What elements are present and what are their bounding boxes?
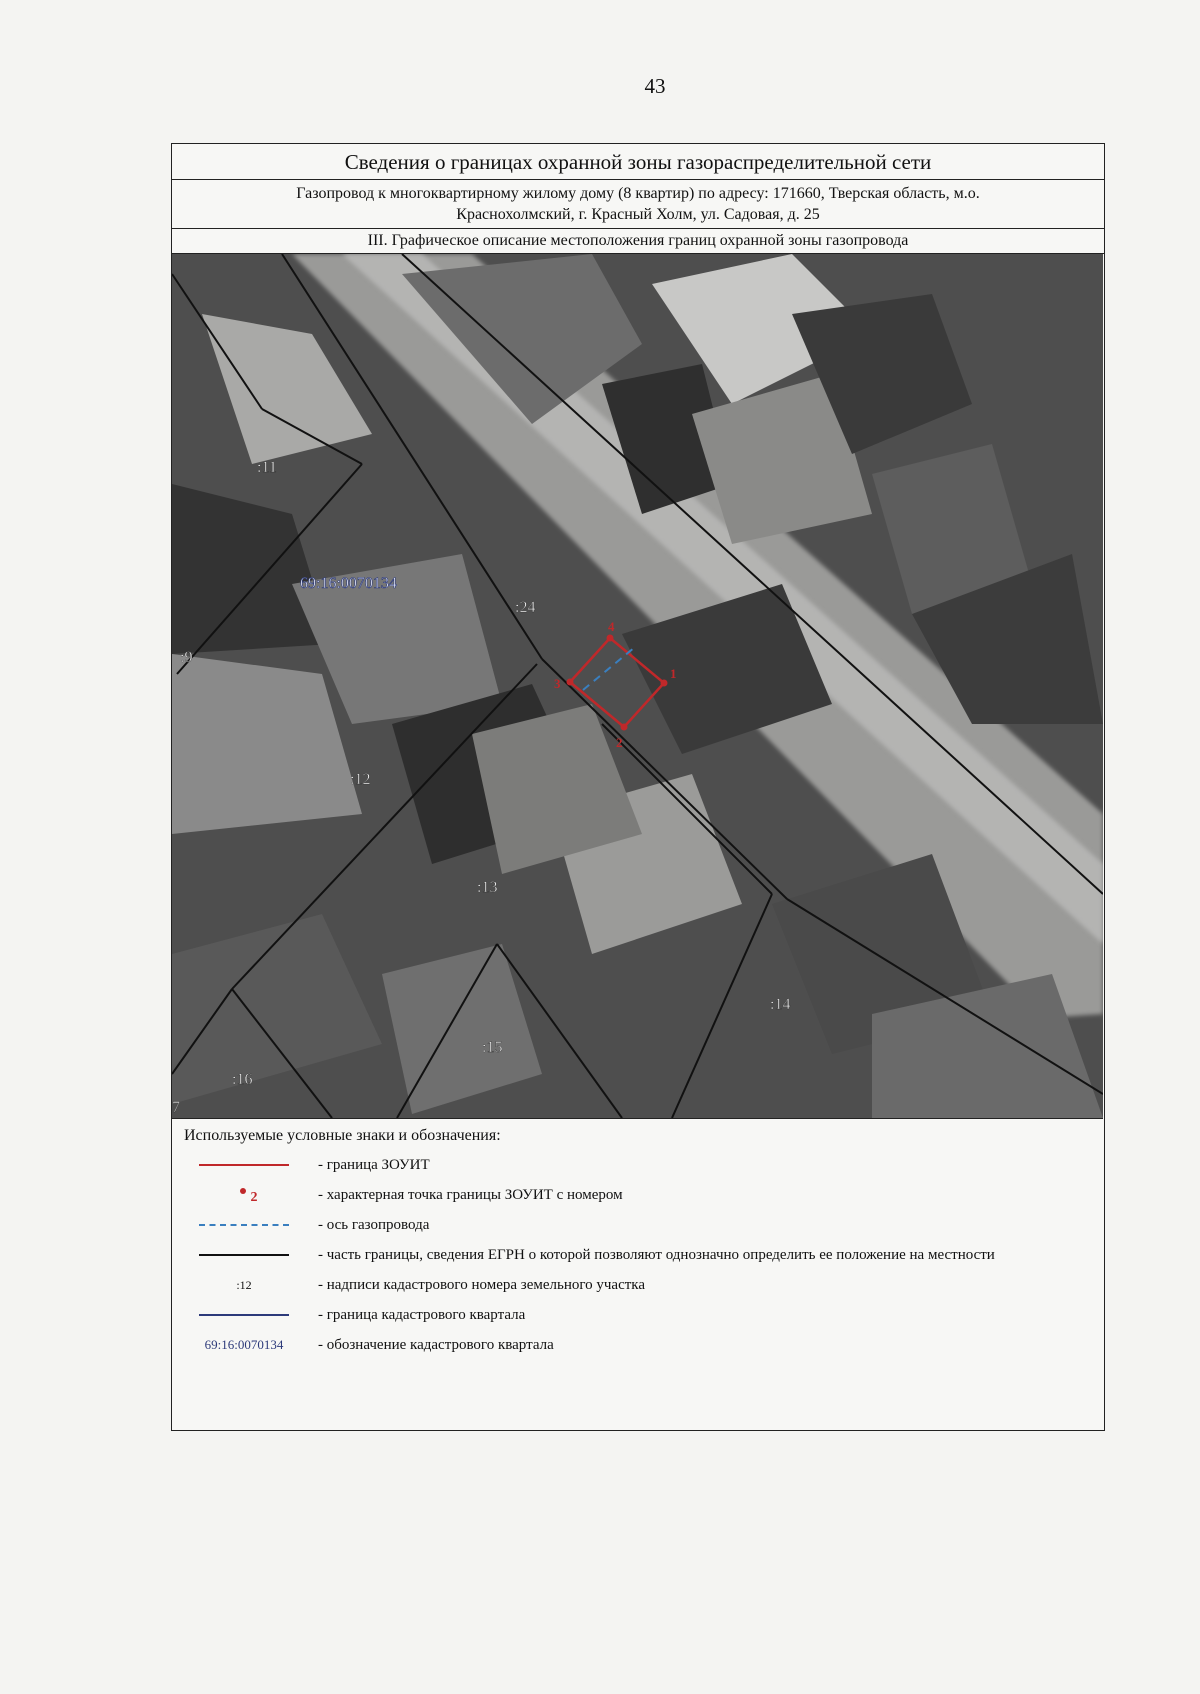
legend-heading: Используемые условные знаки и обозначения: bbox=[184, 1127, 501, 1144]
legend-text: - надписи кадастрового номера земельного участка bbox=[318, 1277, 646, 1293]
sheet-title: Сведения о границах охранной зоны газораспределительной сети bbox=[172, 144, 1104, 180]
object-line-2: Краснохолмский, г. Красный Холм, ул. Садовая, д. 25 bbox=[456, 206, 820, 223]
legend-text: - характерная точка границы ЗОУИТ с номером bbox=[318, 1187, 623, 1203]
parcel-label-15: :15 bbox=[482, 1039, 503, 1056]
red-line-icon bbox=[184, 1153, 304, 1177]
parcel-label-11: :11 bbox=[257, 459, 277, 476]
legend-item-parcel-label bbox=[184, 1273, 1094, 1297]
parcel-label-14: :14 bbox=[770, 996, 791, 1013]
legend bbox=[172, 1119, 1104, 1357]
quarter-label: 69:16:0070134 bbox=[300, 575, 397, 592]
legend-text: - ось газопровода bbox=[318, 1217, 430, 1233]
black-line-icon bbox=[184, 1243, 304, 1267]
point-label-4: 4 bbox=[608, 619, 615, 634]
zone-point-1 bbox=[661, 680, 668, 687]
legend-text: - часть границы, сведения ЕГРН о которой позволяют однозначно определить ее положение на местности bbox=[318, 1247, 995, 1263]
point-label-3: 3 bbox=[554, 676, 561, 691]
parcel-label-13: :13 bbox=[477, 879, 498, 896]
legend-item-gas-axis bbox=[184, 1213, 1094, 1237]
legend-item-zone-point bbox=[184, 1183, 1094, 1207]
legend-item-quarter-boundary bbox=[184, 1303, 1094, 1327]
zone-point-3 bbox=[567, 679, 574, 686]
parcel-label-7: 7 bbox=[172, 1099, 180, 1116]
parcel-label-16: :16 bbox=[232, 1071, 253, 1088]
parcel-label-9: :9 bbox=[180, 649, 193, 666]
legend-text: - обозначение кадастрового квартала bbox=[318, 1337, 554, 1353]
legend-parcel-label-sample: :12 bbox=[236, 1277, 252, 1292]
legend-quarter-label-sample: 69:16:0070134 bbox=[204, 1337, 284, 1352]
parcel-label-24: :24 bbox=[515, 599, 536, 616]
navy-line-icon bbox=[184, 1303, 304, 1327]
object-description bbox=[172, 180, 1104, 229]
legend-item-quarter-label bbox=[184, 1333, 1094, 1357]
legend-text: - граница кадастрового квартала bbox=[318, 1307, 526, 1323]
page-number: 43 bbox=[644, 74, 666, 98]
legend-text: - граница ЗОУИТ bbox=[318, 1157, 430, 1173]
point-label-1: 1 bbox=[670, 666, 677, 681]
object-line-1: Газопровод к многоквартирному жилому дому (8 квартир) по адресу: 171660, Тверская область, м.о. bbox=[296, 185, 980, 202]
boundary-sheet bbox=[171, 143, 1105, 1431]
aerial-map bbox=[172, 254, 1103, 1119]
section-title: III. Графическое описание местоположения границ охранной зоны газопровода bbox=[172, 229, 1104, 254]
zone-point-2 bbox=[621, 724, 628, 731]
legend-item-parcel-boundary bbox=[184, 1243, 1094, 1267]
point-label-2: 2 bbox=[616, 735, 623, 750]
blue-dashed-line-icon bbox=[184, 1213, 304, 1237]
legend-point-number: 2 bbox=[250, 1190, 258, 1205]
zone-point-4 bbox=[607, 635, 614, 642]
legend-item-zone-boundary bbox=[184, 1153, 1094, 1177]
parcel-label-12: :12 bbox=[350, 771, 371, 788]
red-point-icon bbox=[184, 1183, 304, 1207]
